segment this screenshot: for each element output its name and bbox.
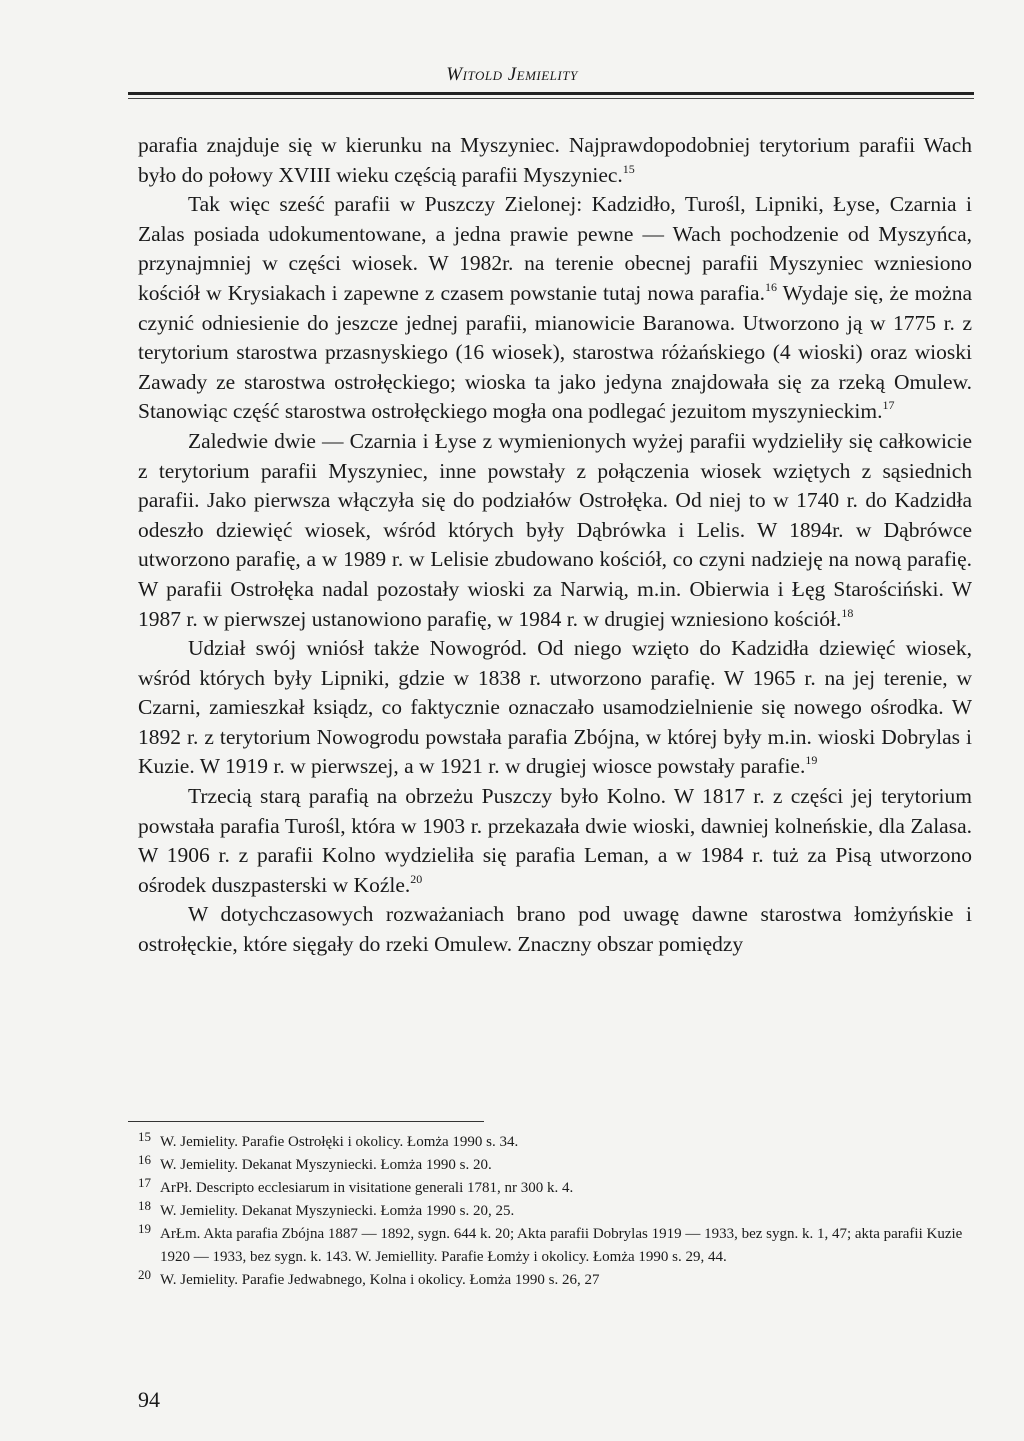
footnote-text: W. Jemielity. Parafie Jedwabnego, Kolna i okolicy. Łomża 1990 s. 26, 27 bbox=[160, 1272, 600, 1288]
footnote-text: W. Jemielity. Dekanat Myszyniecki. Łomża 1990 s. 20. bbox=[160, 1157, 492, 1173]
paragraph bbox=[138, 131, 972, 190]
paragraph-text: Wydaje się, że można czynić odniesienie do jeszcze jednej parafii, mianowicie Baranowa. Utworzono ją w 1775 r. z terytorium starostwa przasnyskiego (16 wiosek), starostwa różańskiego (4 wioski) oraz wioski Zawady ze starostwa ostrołęckiego; wioska ta jako jedyna znajdowała się za rzeką Omulew. Stanowiąc część starostwa ostrołęckiego mogła ona podlegać jezuitom myszynieckim. bbox=[138, 280, 972, 424]
body-text bbox=[138, 131, 972, 960]
footnote-ref: 20 bbox=[410, 871, 423, 886]
header-rule-thick bbox=[128, 92, 974, 95]
footnote-ref: 18 bbox=[841, 605, 854, 620]
footnote bbox=[138, 1154, 976, 1177]
paragraph-text: Zaledwie dwie — Czarnia i Łyse z wymienionych wyżej parafii wydzieliły się całkowicie z terytorium parafii Myszyniec, inne powstały z połączenia wiosek wziętych z sąsiednich parafii. Jako pierwsza włączyła się do podziałów Ostrołęka. Od niej to w 1740 r. do Kadzidła odeszło dziewięć wiosek, wśród których były Dąbrówka i Lelis. W 1894r. w Dąbrówce utworzono parafię, a w 1989 r. w Lelisie zbudowano kościół, co czyni nadzieję na nową parafię. W parafii Ostrołęka nadal pozostały wioski za Narwią, m.in. Obierwia i Łęg Starościński. W 1987 r. w pierwszej ustanowiono parafię, w 1984 r. w drugiej wzniesiono kościół. bbox=[138, 428, 972, 631]
paragraph-text: Tak więc sześć parafii w Puszczy Zielonej: Kadzidło, Turośl, Lipniki, Łyse, Czarnia i Zalas posiada udokumentowane, a jedna prawie pewne — Wach pochodzenie od Myszyńca, przynajmniej w części wiosek. W 1982r. na terenie obecnej parafii Myszyniec wzniesiono kościół w Krysiakach i zapewne z czasem powstanie tutaj nowa parafia. bbox=[138, 192, 972, 305]
footnote bbox=[138, 1131, 976, 1154]
footnote-rule bbox=[128, 1121, 484, 1122]
footnote-number: 17 bbox=[138, 1175, 151, 1190]
paragraph bbox=[138, 782, 972, 900]
paragraph-text: parafia znajduje się w kierunku na Myszyniec. Najprawdopodobniej terytorium parafii Wach było do połowy XVIII wieku częścią parafii Myszyniec. bbox=[138, 133, 972, 187]
paragraph-text: W dotychczasowych rozważaniach brano pod uwagę dawne starostwa łomżyńskie i ostrołęckie, które sięgały do rzeki Omulew. Znaczny obszar pomiędzy bbox=[138, 902, 972, 957]
footnote-text: ArŁm. Akta parafia Zbójna 1887 — 1892, sygn. 644 k. 20; Akta parafii Dobrylas 1919 — 1933, bez sygn. k. 1, 47; akta parafii Kuzie 1920 — 1933, bez sygn. k. 143. W. Jemiellity. Parafie Łomży i okolicy. Łomża 1990 s. 29, 44. bbox=[160, 1226, 963, 1265]
paragraph-text: Trzecią starą parafią na obrzeżu Puszczy było Kolno. W 1817 r. z części jej terytorium powstała parafia Turośl, która w 1903 r. przekazała dwie wioski, dawniej kolneńskie, dla Zalasa. W 1906 r. z parafii Kolno wydzieliła się parafia Leman, a w 1984 r. tuż za Pisą utworzono ośrodek duszpasterski w Koźle. bbox=[138, 784, 972, 897]
paragraph bbox=[138, 634, 972, 782]
footnote-text: W. Jemielity. Dekanat Myszyniecki. Łomża 1990 s. 20, 25. bbox=[160, 1203, 515, 1219]
running-head: Witold Jemielity bbox=[446, 64, 578, 85]
paragraph bbox=[138, 900, 972, 959]
footnote-ref: 19 bbox=[805, 753, 818, 768]
paragraph-text: Udział swój wniósł także Nowogród. Od niego wzięto do Kadzidła dziewięć wiosek, wśród których były Lipniki, gdzie w 1838 r. utworzono parafię. W 1965 r. na jej terenie, w Czarni, zamieszkał ksiądz, co faktycznie oznaczało usamodzielnienie się nowego ośrodka. W 1892 r. z terytorium Nowogrodu powstała parafia Zbójna, w której były m.in. wioski Dobrylas i Kuzie. W 1919 r. w pierwszej, a w 1921 r. w drugiej wiosce powstały parafie. bbox=[138, 636, 972, 779]
paragraph bbox=[138, 427, 972, 634]
paragraph bbox=[138, 190, 972, 427]
footnote-ref: 15 bbox=[622, 161, 635, 176]
footnote bbox=[138, 1269, 976, 1292]
footnote-ref: 16 bbox=[764, 279, 777, 294]
footnote-number: 20 bbox=[138, 1267, 151, 1282]
footnote-number: 18 bbox=[138, 1198, 151, 1213]
footnote bbox=[138, 1200, 976, 1223]
page-number: 94 bbox=[138, 1387, 160, 1412]
header-rule-thin bbox=[128, 98, 974, 99]
footnote-text: ArPł. Descripto ecclesiarum in visitatione generali 1781, nr 300 k. 4. bbox=[160, 1180, 574, 1196]
footnote-ref: 17 bbox=[882, 398, 895, 413]
footnote-number: 15 bbox=[138, 1129, 151, 1144]
footnote-number: 16 bbox=[138, 1152, 151, 1167]
footnote-number: 19 bbox=[138, 1221, 151, 1236]
footnote bbox=[138, 1177, 976, 1200]
footnote-text: W. Jemielity. Parafie Ostrołęki i okolicy. Łomża 1990 s. 34. bbox=[160, 1134, 519, 1150]
footnotes bbox=[138, 1131, 976, 1292]
footnote bbox=[138, 1223, 976, 1269]
